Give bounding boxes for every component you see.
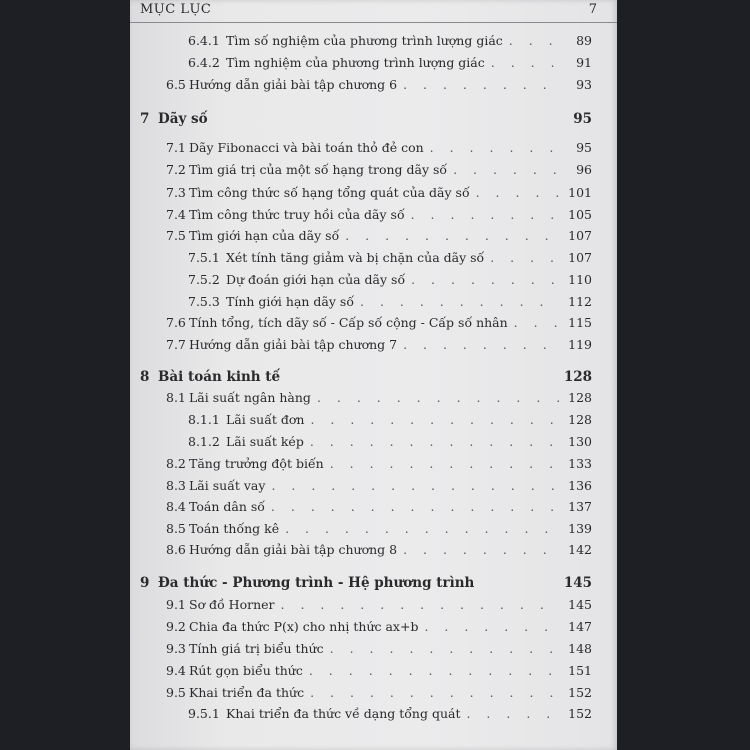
dot-leader xyxy=(271,498,560,516)
entry-number: 6.4.1 xyxy=(188,33,220,48)
entry-number: 9.5 xyxy=(166,685,186,700)
entry-page: 112 xyxy=(568,294,592,309)
entry-title: Tìm công thức truy hồi của dãy số xyxy=(189,207,405,222)
entry-page: 119 xyxy=(568,337,592,352)
entry-page: 95 xyxy=(576,140,592,155)
entry-number: 7.5.3 xyxy=(188,294,220,309)
entry-title: Xét tính tăng giảm và bị chặn của dãy số xyxy=(226,250,485,265)
dot-leader xyxy=(310,411,560,429)
entry-number: 7.7 xyxy=(166,337,186,352)
entry-page: 89 xyxy=(576,33,592,48)
entry-number: 8.5 xyxy=(166,521,186,536)
subsection-entry xyxy=(188,271,592,289)
entry-title: Hướng dẫn giải bài tập chương 7 xyxy=(189,337,398,352)
entry-number: 6.4.2 xyxy=(188,55,220,70)
dot-leader xyxy=(285,520,560,538)
dot-leader xyxy=(330,455,560,473)
entry-title: Tìm giá trị của một số hạng trong dãy số xyxy=(189,162,448,177)
dot-leader xyxy=(360,293,560,311)
section-entry xyxy=(166,336,592,354)
entry-page: 128 xyxy=(568,412,592,427)
dot-leader xyxy=(310,684,560,702)
entry-title: Rút gọn biểu thức xyxy=(189,663,303,678)
entry-title: Hướng dẫn giải bài tập chương 6 xyxy=(189,77,398,92)
entry-title: Lãi suất vay xyxy=(189,478,266,493)
entry-page: 152 xyxy=(568,706,592,721)
entry-title: Đa thức - Phương trình - Hệ phương trình xyxy=(158,575,475,591)
entry-title: Tính giá trị biểu thức xyxy=(189,641,324,656)
dot-leader xyxy=(317,389,560,407)
dot-leader xyxy=(476,184,560,202)
entry-number: 9.5.1 xyxy=(188,706,220,721)
entry-number: 8.1.1 xyxy=(188,412,220,427)
entry-page: 105 xyxy=(568,207,592,222)
entry-page: 148 xyxy=(568,641,592,656)
entry-title: Tăng trưởng đột biến xyxy=(189,456,324,471)
entry-number: 8.2 xyxy=(166,456,186,471)
dot-leader xyxy=(411,271,560,289)
entry-page: 128 xyxy=(568,390,592,405)
entry-title: Dự đoán giới hạn của dãy số xyxy=(226,272,406,287)
entry-number: 7 xyxy=(140,111,150,127)
entry-title: Sơ đồ Horner xyxy=(189,597,275,612)
subsection-entry xyxy=(188,54,592,72)
entry-title: Toán dân số xyxy=(189,499,265,514)
entry-number: 8.4 xyxy=(166,499,186,514)
dot-leader xyxy=(403,76,560,94)
entry-number: 7.1 xyxy=(166,140,186,155)
section-entry xyxy=(166,389,592,407)
entry-page: 139 xyxy=(568,521,592,536)
entry-title: Lãi suất đơn xyxy=(226,412,305,427)
entry-page: 142 xyxy=(568,542,592,557)
entry-page: 136 xyxy=(568,478,592,493)
entry-number: 8.3 xyxy=(166,478,186,493)
entry-title: Dãy Fibonacci và bài toán thỏ đẻ con xyxy=(189,140,424,155)
section-entry xyxy=(166,314,592,332)
section-entry xyxy=(166,596,592,614)
section-entry xyxy=(166,139,592,157)
entry-number: 9.4 xyxy=(166,663,186,678)
dot-leader xyxy=(281,596,560,614)
entry-page: 147 xyxy=(568,619,592,634)
entry-number: 7.5.2 xyxy=(188,272,220,287)
entry-title: Tìm công thức số hạng tổng quát của dãy số xyxy=(189,185,470,200)
entry-page: 110 xyxy=(568,272,592,287)
section-entry xyxy=(166,640,592,658)
subsection-entry xyxy=(188,705,592,723)
entry-page: 145 xyxy=(568,597,592,612)
entry-title: Tính tổng, tích dãy số - Cấp số cộng - Cấp số nhân xyxy=(189,315,508,330)
entry-page: 152 xyxy=(568,685,592,700)
entry-number: 7.5.1 xyxy=(188,250,220,265)
entry-page: 95 xyxy=(573,111,592,127)
dot-leader xyxy=(466,705,560,723)
section-entry xyxy=(166,184,592,202)
section-entry xyxy=(166,477,592,495)
chapter-entry xyxy=(140,367,592,387)
entry-number: 9.2 xyxy=(166,619,186,634)
section-entry xyxy=(166,227,592,245)
chapter-entry xyxy=(140,109,592,129)
entry-number: 7.5 xyxy=(166,228,186,243)
entry-page: 115 xyxy=(568,315,592,330)
section-entry xyxy=(166,455,592,473)
entry-title: Dãy số xyxy=(158,111,208,127)
entry-title: Tìm số nghiệm của phương trình lượng giác xyxy=(226,33,503,48)
entry-title: Tính giới hạn dãy số xyxy=(226,294,354,309)
subsection-entry xyxy=(188,32,592,50)
entry-page: 151 xyxy=(568,663,592,678)
dot-leader xyxy=(411,206,560,224)
dot-leader xyxy=(345,227,560,245)
entry-number: 8.1.2 xyxy=(188,434,220,449)
dot-leader xyxy=(310,433,560,451)
entry-page: 96 xyxy=(576,162,592,177)
section-entry xyxy=(166,520,592,538)
entry-title: Tìm giới hạn của dãy số xyxy=(189,228,340,243)
book-page xyxy=(130,0,617,750)
entry-number: 9.1 xyxy=(166,597,186,612)
entry-number: 9 xyxy=(140,575,150,591)
entry-title: Khai triển đa thức về dạng tổng quát xyxy=(226,706,461,721)
section-entry xyxy=(166,541,592,559)
entry-number: 7.4 xyxy=(166,207,186,222)
dot-leader xyxy=(453,161,560,179)
entry-page: 137 xyxy=(568,499,592,514)
entry-title: Lãi suất kép xyxy=(226,434,304,449)
entry-page: 107 xyxy=(568,250,592,265)
dot-leader xyxy=(403,541,560,559)
subsection-entry xyxy=(188,433,592,451)
entry-number: 9.3 xyxy=(166,641,186,656)
entry-title: Chia đa thức P(x) cho nhị thức ax+b xyxy=(189,619,419,634)
entry-title: Tìm nghiệm của phương trình lượng giác xyxy=(226,55,485,70)
running-head xyxy=(130,0,617,23)
dot-leader xyxy=(430,139,560,157)
section-entry xyxy=(166,161,592,179)
section-entry xyxy=(166,618,592,636)
subsection-entry xyxy=(188,249,592,267)
dot-leader xyxy=(509,32,560,50)
entry-number: 7.6 xyxy=(166,315,186,330)
entry-number: 7.3 xyxy=(166,185,186,200)
chapter-entry xyxy=(140,573,592,593)
dot-leader xyxy=(271,477,560,495)
page-number: 7 xyxy=(588,2,597,17)
entry-number: 8.1 xyxy=(166,390,186,405)
running-head-title: MỤC LỤC xyxy=(140,2,212,17)
entry-page: 101 xyxy=(568,185,592,200)
subsection-entry xyxy=(188,411,592,429)
entry-page: 145 xyxy=(563,575,592,591)
dot-leader xyxy=(424,618,560,636)
entry-title: Lãi suất ngân hàng xyxy=(189,390,311,405)
entry-page: 128 xyxy=(563,369,592,385)
dot-leader xyxy=(403,336,560,354)
dot-leader xyxy=(309,662,560,680)
section-entry xyxy=(166,76,592,94)
entry-page: 107 xyxy=(568,228,592,243)
entry-number: 8.6 xyxy=(166,542,186,557)
section-entry xyxy=(166,662,592,680)
entry-page: 93 xyxy=(576,77,592,92)
dot-leader xyxy=(491,54,560,72)
dot-leader xyxy=(330,640,560,658)
entry-title: Toán thống kê xyxy=(189,521,280,536)
section-entry xyxy=(166,684,592,702)
entry-number: 7.2 xyxy=(166,162,186,177)
section-entry xyxy=(166,498,592,516)
entry-title: Khai triển đa thức xyxy=(189,685,305,700)
dot-leader xyxy=(490,249,560,267)
dot-leader xyxy=(514,314,560,332)
entry-page: 91 xyxy=(576,55,592,70)
entry-number: 6.5 xyxy=(166,77,186,92)
section-entry xyxy=(166,206,592,224)
entry-title: Hướng dẫn giải bài tập chương 8 xyxy=(189,542,398,557)
entry-number: 8 xyxy=(140,369,150,385)
entry-title: Bài toán kinh tế xyxy=(158,369,281,385)
entry-page: 133 xyxy=(568,456,592,471)
entry-page: 130 xyxy=(568,434,592,449)
subsection-entry xyxy=(188,293,592,311)
